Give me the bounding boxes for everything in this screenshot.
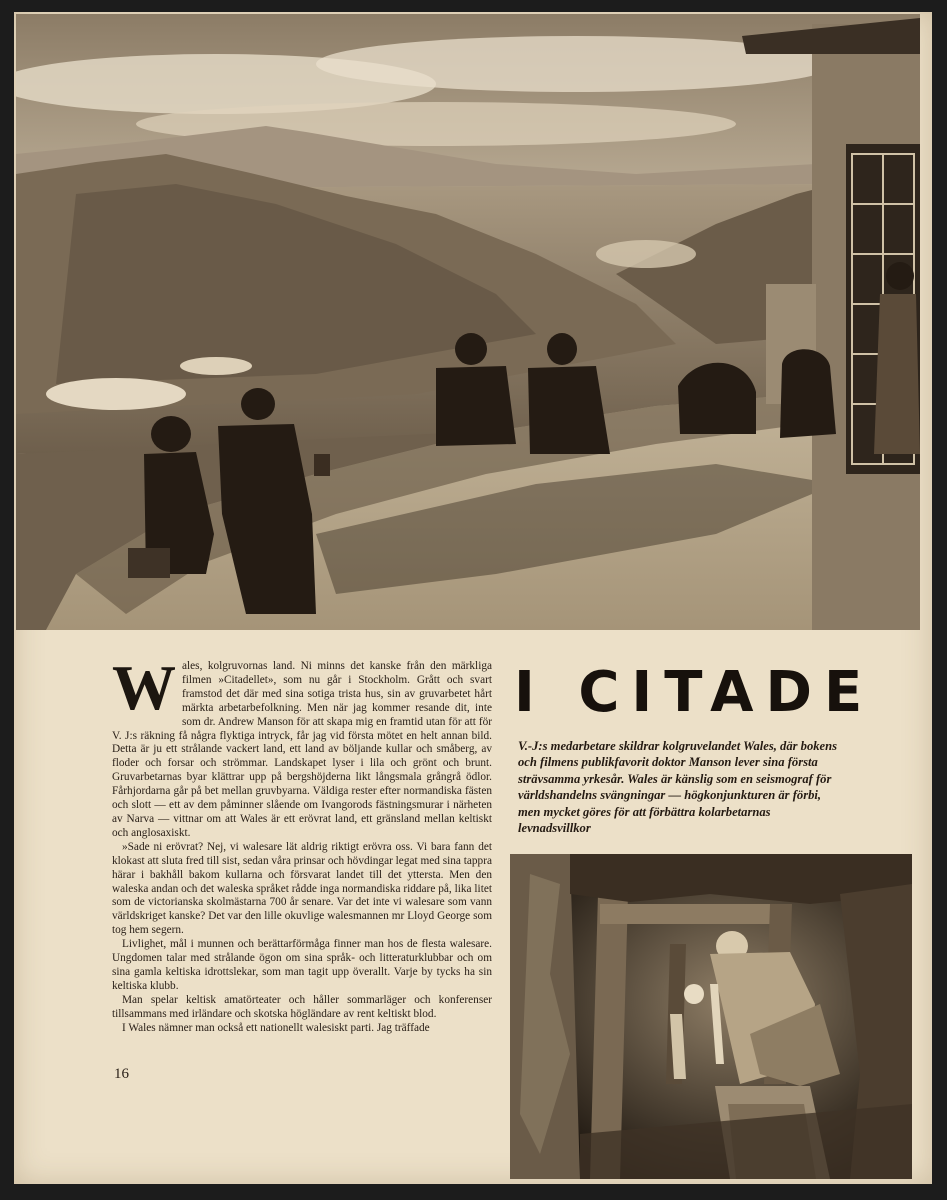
article-deck: V.-J:s medarbetare skildrar kolgruvelandet Wales, där bokens och filmens publikfavorit doktor Manson lever sina första strävsamma yrkesår. Wales är känslig som en seismograf för världshandelns svängningar — högkonjunkturen är förbi, men mycket göres för att förbättra kolarbetarnas levnadsvillkor (518, 739, 838, 836)
coal-miner-photo (510, 854, 912, 1179)
article-paragraph: I Wales nämner man också ett nationellt walesiskt parti. Jag träffade (122, 1021, 430, 1034)
article-paragraph: Livlighet, mål i munnen och berättarförmåga finner man hos de flesta walesare. Ungdomen talar med strålande ögon om sina språk- och litteraturklubbar och om sina gamla keltiska idrottslekar, som man tagit upp överallt. Varje by tycks ha sin keltiska klubb. (112, 938, 492, 992)
drop-cap: W (112, 652, 176, 723)
article-paragraph: »Sade ni erövrat? Nej, vi walesare lät aldrig riktigt erövra oss. Vi bara fann det klokast att sluta fred till sist, sedan våra prinsar och hövdingar legat med sina tappra härar i bakhåll bakom kullarna och försvarat landet till det yttersta. Men den waleska andan och det waleska språket rådde inga normandiska riddare på, lika litet som de victorianska skolmästarna 700 år senare. Var det inte vi walesare som vann världskriget kanske? Det var den lille okuvlige walesmannen mr Lloyd George som tog hem segern. (112, 840, 492, 937)
headline: I CITADE (514, 660, 875, 725)
mountain-terrace-photo (16, 14, 920, 630)
article-paragraph: Wales, kolgruvornas land. Ni minns det kanske från den märkliga filmen »Citadellet», som nu går i Stockholm. Grått och svart framstod det där med sina sotiga trista hus, sin av gruvarbetet hårt märkta arbetarbefolkning. Men när jag kommer resande dit, inte som dr. Andrew Manson för att skapa mig en framtid utan för att för V. J:s räkning få några flyktiga intryck, får jag vid första mötet en helt annan bild. Detta är ju ett strålande vackert land, ett land av böljande kullar och småberg, av floder och forsar och strömmar. Landskapet lyser i lila och grönt och brunt. Gruvarbetarnas byar klättrar upp på bergshöjderna likt långsmala grångrå ödlor. Fårhjordarna går på bet mellan gruvbyarna. Väldiga rester efter normandiska fästen och slott — ett av dem påminner slående om Ivangorods fästningsmurar i närheten av Narva — vittnar om att Wales är ett erövrat land, ett gränsland mellan keltiskt och anglosaxiskt. (112, 652, 492, 839)
page-number: 16 (114, 1066, 129, 1082)
magazine-page (14, 12, 932, 1184)
article-body (112, 652, 492, 1035)
article-paragraph: Man spelar keltisk amatörteater och håller sommarläger och konferenser tillsammans med irländare och skotska högländare av rent keltiskt blod. (112, 993, 492, 1020)
